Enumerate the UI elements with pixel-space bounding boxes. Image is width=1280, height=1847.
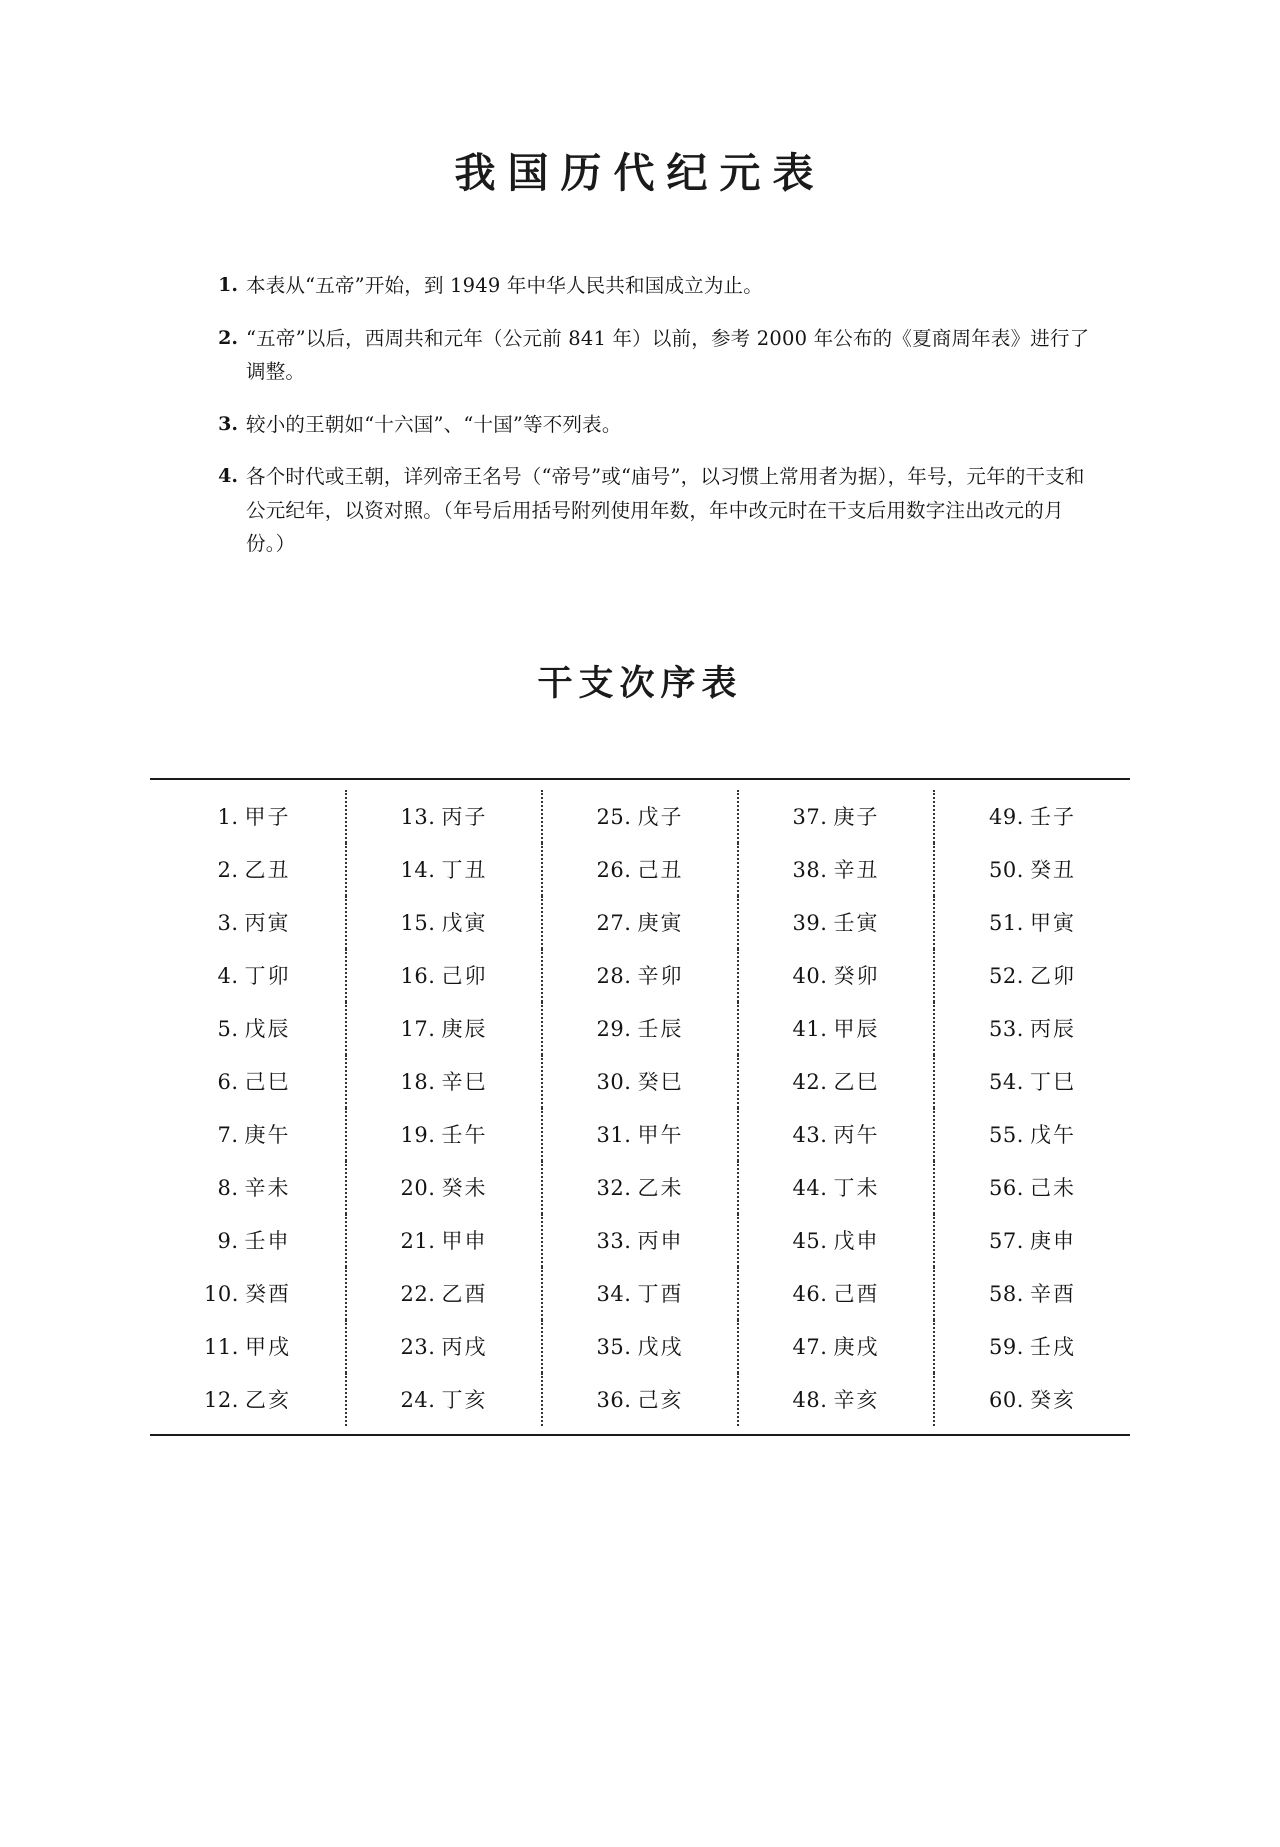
ganzhi-number: 36. [596, 1388, 632, 1413]
ganzhi-number: 21. [400, 1229, 436, 1254]
table-cell [934, 790, 1130, 843]
ganzhi-number: 41. [792, 1017, 828, 1042]
ganzhi-name: 癸卯 [833, 964, 880, 989]
ganzhi-name: 己亥 [637, 1388, 684, 1413]
ganzhi-number: 34. [596, 1282, 632, 1307]
note-number: 1. [218, 274, 238, 296]
ganzhi-number: 20. [400, 1176, 436, 1201]
ganzhi-name: 丙寅 [244, 911, 291, 936]
table-cell [150, 1320, 346, 1373]
ganzhi-number: 5. [217, 1017, 239, 1042]
ganzhi-number: 56. [989, 1176, 1024, 1201]
ganzhi-number: 55. [989, 1123, 1024, 1148]
table-cell [346, 1214, 542, 1267]
ganzhi-name: 丁未 [833, 1176, 880, 1201]
ganzhi-name: 辛未 [244, 1176, 291, 1201]
ganzhi-name: 癸亥 [1029, 1388, 1076, 1413]
ganzhi-name: 乙亥 [244, 1388, 291, 1413]
ganzhi-name: 庚午 [244, 1123, 291, 1148]
table-cell [738, 1161, 934, 1214]
ganzhi-number: 7. [217, 1123, 239, 1148]
ganzhi-number: 33. [596, 1229, 632, 1254]
section-title: 干支次序表 [537, 662, 743, 704]
ganzhi-number: 50. [989, 858, 1024, 883]
table-cell [150, 1373, 346, 1426]
table-cell [542, 1161, 738, 1214]
ganzhi-name: 丁亥 [441, 1388, 488, 1413]
table-cell [542, 1002, 738, 1055]
ganzhi-name: 癸酉 [244, 1282, 291, 1307]
table-cell [346, 790, 542, 843]
table-cell [542, 843, 738, 896]
table-cell [542, 790, 738, 843]
table-cell [542, 1214, 738, 1267]
ganzhi-number: 30. [596, 1070, 632, 1095]
table-cell [542, 949, 738, 1002]
note-number: 2. [218, 326, 238, 349]
table-cell [346, 1267, 542, 1320]
ganzhi-number: 39. [792, 911, 828, 936]
table-cell [542, 1267, 738, 1320]
ganzhi-number: 58. [989, 1282, 1024, 1307]
ganzhi-number: 15. [400, 911, 436, 936]
note-item [205, 269, 1095, 303]
ganzhi-number: 2. [217, 858, 239, 883]
ganzhi-number: 10. [204, 1282, 239, 1307]
ganzhi-number: 25. [596, 805, 632, 830]
ganzhi-name: 辛巳 [441, 1070, 488, 1095]
ganzhi-name: 丁酉 [637, 1282, 684, 1307]
ganzhi-name: 乙丑 [244, 858, 291, 883]
table-cell [150, 1214, 346, 1267]
table-cell [346, 843, 542, 896]
ganzhi-name: 丁卯 [244, 964, 291, 989]
ganzhi-name: 壬寅 [833, 911, 880, 936]
table-row [150, 843, 1130, 896]
table-cell [150, 1161, 346, 1214]
ganzhi-name: 壬申 [244, 1229, 291, 1254]
table-cell [934, 1055, 1130, 1108]
table-cell [346, 1108, 542, 1161]
ganzhi-number: 17. [400, 1017, 436, 1042]
ganzhi-name: 壬辰 [637, 1017, 684, 1042]
ganzhi-number: 3. [217, 911, 239, 936]
ganzhi-name: 丁巳 [1029, 1070, 1076, 1095]
ganzhi-number: 44. [792, 1176, 828, 1201]
ganzhi-name: 庚寅 [637, 911, 684, 936]
ganzhi-number: 32. [596, 1176, 632, 1201]
ganzhi-number: 22. [400, 1282, 436, 1307]
ganzhi-number: 53. [989, 1017, 1024, 1042]
ganzhi-number: 52. [989, 964, 1024, 989]
ganzhi-name: 壬戌 [1029, 1335, 1076, 1360]
table-row [150, 1214, 1130, 1267]
ganzhi-number: 27. [596, 911, 632, 936]
ganzhi-number: 46. [792, 1282, 828, 1307]
ganzhi-name: 辛亥 [833, 1388, 880, 1413]
table-cell [738, 843, 934, 896]
table-cell [738, 896, 934, 949]
table-cell [150, 1267, 346, 1320]
ganzhi-number: 9. [217, 1229, 239, 1254]
ganzhi-number: 11. [204, 1335, 239, 1360]
table-cell [542, 1320, 738, 1373]
ganzhi-number: 28. [596, 964, 632, 989]
ganzhi-number: 54. [989, 1070, 1024, 1095]
ganzhi-name: 戊辰 [244, 1017, 291, 1042]
table-cell [346, 949, 542, 1002]
ganzhi-name: 乙未 [637, 1176, 684, 1201]
page-title: 我国历代纪元表 [454, 149, 826, 197]
note-text: “五帝”以后，西周共和元年（公元前 841 年）以前，参考 2000 年公布的《夏商周年表》进行了调整。 [246, 326, 1090, 384]
table-cell [934, 1320, 1130, 1373]
ganzhi-name: 乙酉 [441, 1282, 488, 1307]
ganzhi-number: 35. [596, 1335, 632, 1360]
ganzhi-number: 18. [400, 1070, 436, 1095]
table-row [150, 896, 1130, 949]
ganzhi-name: 己巳 [244, 1070, 291, 1095]
ganzhi-name: 甲申 [441, 1229, 488, 1254]
table-row [150, 790, 1130, 843]
table-row [150, 1055, 1130, 1108]
ganzhi-name: 丙申 [637, 1229, 684, 1254]
ganzhi-number: 47. [792, 1335, 828, 1360]
ganzhi-number: 4. [217, 964, 239, 989]
table-cell [346, 1055, 542, 1108]
ganzhi-name: 庚辰 [441, 1017, 488, 1042]
notes-list [205, 269, 1095, 561]
table-cell [934, 1267, 1130, 1320]
ganzhi-name: 辛丑 [833, 858, 880, 883]
ganzhi-name: 戊戌 [637, 1335, 684, 1360]
ganzhi-number: 43. [792, 1123, 828, 1148]
table-cell [738, 1214, 934, 1267]
ganzhi-name: 乙巳 [833, 1070, 880, 1095]
table-row [150, 1267, 1130, 1320]
table-cell [346, 896, 542, 949]
note-number: 4. [218, 465, 238, 488]
ganzhi-name: 己未 [1029, 1176, 1076, 1201]
ganzhi-number: 14. [400, 858, 436, 883]
note-text: 各个时代或王朝，详列帝王名号（“帝号”或“庙号”，以习惯上常用者为据），年号，元年的干支和公元纪年，以资对照。（年号后用括号附列使用年数，年中改元时在干支后用数字注出改元的月份。） [246, 465, 1085, 556]
table-cell [150, 1055, 346, 1108]
ganzhi-name: 己丑 [637, 858, 684, 883]
table-row [150, 1161, 1130, 1214]
table-cell [738, 1267, 934, 1320]
table-cell [542, 1373, 738, 1426]
ganzhi-number: 1. [217, 805, 239, 830]
ganzhi-number: 40. [792, 964, 828, 989]
table-row [150, 1373, 1130, 1426]
note-item [205, 408, 1095, 442]
ganzhi-name: 丙辰 [1029, 1017, 1076, 1042]
table-cell [542, 1108, 738, 1161]
note-text: 较小的王朝如“十六国”、“十国”等不列表。 [246, 412, 622, 436]
table-cell [150, 843, 346, 896]
ganzhi-table-wrapper [150, 778, 1130, 1436]
ganzhi-number: 29. [596, 1017, 632, 1042]
table-cell [542, 1055, 738, 1108]
note-item [205, 460, 1095, 561]
ganzhi-name: 甲子 [244, 805, 291, 830]
ganzhi-name: 丙戌 [441, 1335, 488, 1360]
ganzhi-name: 辛卯 [637, 964, 684, 989]
table-cell [150, 790, 346, 843]
table-cell [150, 1002, 346, 1055]
ganzhi-name: 戊午 [1029, 1123, 1076, 1148]
ganzhi-number: 31. [596, 1123, 632, 1148]
ganzhi-name: 癸巳 [637, 1070, 684, 1095]
table-cell [934, 1373, 1130, 1426]
table-cell [150, 896, 346, 949]
table-cell [738, 1320, 934, 1373]
ganzhi-name: 庚申 [1029, 1229, 1076, 1254]
table-cell [934, 1002, 1130, 1055]
ganzhi-name: 己酉 [833, 1282, 880, 1307]
ganzhi-number: 26. [596, 858, 632, 883]
note-item [205, 322, 1095, 389]
ganzhi-name: 甲辰 [833, 1017, 880, 1042]
ganzhi-name: 丙子 [441, 805, 488, 830]
ganzhi-number: 13. [400, 805, 436, 830]
ganzhi-name: 己卯 [441, 964, 488, 989]
table-row [150, 949, 1130, 1002]
ganzhi-number: 8. [217, 1176, 239, 1201]
ganzhi-name: 庚子 [833, 805, 880, 830]
ganzhi-number: 23. [400, 1335, 436, 1360]
table-cell [738, 1373, 934, 1426]
ganzhi-name: 癸丑 [1029, 858, 1076, 883]
ganzhi-name: 戊子 [637, 805, 684, 830]
table-row [150, 1108, 1130, 1161]
ganzhi-number: 60. [989, 1388, 1024, 1413]
note-text: 本表从“五帝”开始，到 1949 年中华人民共和国成立为止。 [246, 274, 763, 297]
ganzhi-name: 辛酉 [1029, 1282, 1076, 1307]
ganzhi-number: 19. [400, 1123, 436, 1148]
table-row [150, 1002, 1130, 1055]
ganzhi-name: 丙午 [833, 1123, 880, 1148]
ganzhi-number: 59. [989, 1335, 1024, 1360]
ganzhi-number: 45. [792, 1229, 828, 1254]
ganzhi-name: 戊寅 [441, 911, 488, 936]
ganzhi-name: 庚戌 [833, 1335, 880, 1360]
table-cell [346, 1161, 542, 1214]
table-cell [934, 896, 1130, 949]
ganzhi-number: 12. [204, 1388, 239, 1413]
ganzhi-number: 37. [792, 805, 828, 830]
ganzhi-number: 16. [400, 964, 436, 989]
ganzhi-name: 壬子 [1029, 805, 1076, 830]
table-cell [934, 843, 1130, 896]
table-cell [934, 1108, 1130, 1161]
table-cell [738, 1055, 934, 1108]
ganzhi-name: 甲寅 [1029, 911, 1076, 936]
ganzhi-number: 42. [792, 1070, 828, 1095]
ganzhi-number: 48. [792, 1388, 828, 1413]
ganzhi-name: 甲午 [637, 1123, 684, 1148]
table-cell [738, 1108, 934, 1161]
document-page [0, 140, 1280, 1847]
ganzhi-number: 51. [989, 911, 1024, 936]
table-cell [738, 1002, 934, 1055]
table-cell [150, 1108, 346, 1161]
table-cell [346, 1002, 542, 1055]
ganzhi-name: 戊申 [833, 1229, 880, 1254]
table-cell [738, 949, 934, 1002]
table-cell [934, 1161, 1130, 1214]
ganzhi-table [150, 790, 1130, 1426]
table-cell [346, 1373, 542, 1426]
table-cell [150, 949, 346, 1002]
ganzhi-number: 6. [217, 1070, 239, 1095]
ganzhi-number: 57. [989, 1229, 1024, 1254]
table-cell [738, 790, 934, 843]
ganzhi-name: 壬午 [441, 1123, 488, 1148]
table-cell [934, 949, 1130, 1002]
ganzhi-name: 癸未 [441, 1176, 488, 1201]
ganzhi-name: 乙卯 [1029, 964, 1076, 989]
table-cell [934, 1214, 1130, 1267]
table-row [150, 1320, 1130, 1373]
ganzhi-number: 24. [400, 1388, 436, 1413]
ganzhi-name: 甲戌 [244, 1335, 291, 1360]
ganzhi-name: 丁丑 [441, 858, 488, 883]
ganzhi-number: 49. [989, 805, 1024, 830]
note-number: 3. [218, 412, 238, 435]
table-cell [346, 1320, 542, 1373]
table-cell [542, 896, 738, 949]
ganzhi-number: 38. [792, 858, 828, 883]
